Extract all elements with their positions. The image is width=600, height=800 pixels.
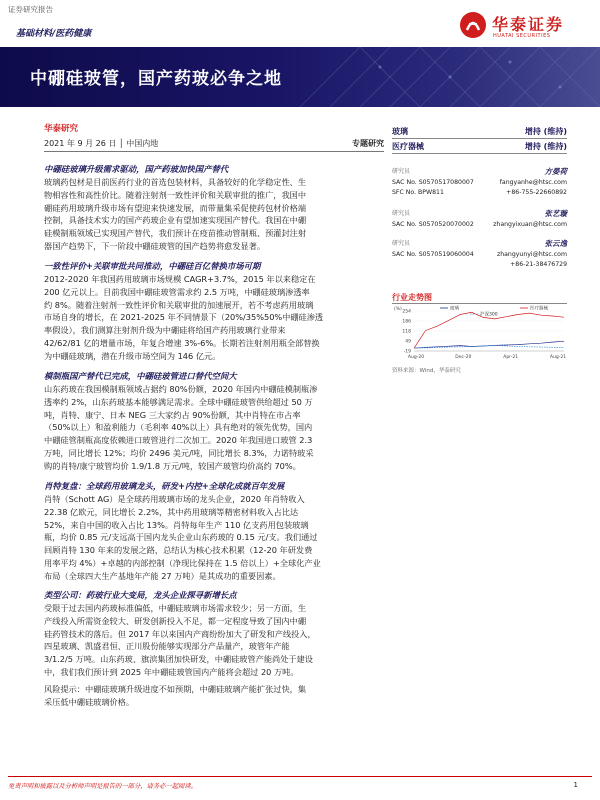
analyst-email[interactable]: zhangyunyi@htsc.com: [496, 251, 567, 258]
industry-name: 医疗器械: [392, 142, 424, 151]
rating-row: [392, 139, 567, 154]
text-line: 购的肖特/康宁玻管均价 1.9/1.8 万元/吨，较国产玻管均价高约 70%。: [44, 460, 301, 471]
page-number: 1: [573, 781, 578, 789]
x-tick-label: Aug-20: [407, 355, 425, 360]
section-heading: 肖特复盘：全球药用玻璃龙头，研发+内控+全球化成就百年发展: [44, 481, 285, 491]
x-tick-label: Apr-21: [503, 355, 519, 360]
text-line: 吨，肖特、康宁、日本 NEG 三大家约占 90%份额，其中肖特在市占率: [44, 409, 301, 420]
text-line: 万吨，同比增长 12%；均价 2496 美元/吨，同比增长 8.3%，力诺特玻采: [44, 447, 314, 458]
section-heading: 模制瓶国产替代已完成，中硼硅玻管进口替代空间大: [44, 371, 237, 381]
text-line: 为中硼硅玻璃，潜在升级市场空间为 146 亿元。: [44, 350, 221, 361]
logo-mark-icon: [458, 10, 488, 40]
section-body: [44, 602, 384, 679]
text-line: 中硼硅管制瓶高度依赖进口玻管进行二次加工。2020 年我国进口玻管 2.3: [44, 435, 313, 446]
analyst-phone: +86-755-22660892: [506, 189, 567, 196]
doc-type-label: 证券研究报告: [8, 5, 53, 14]
text-line: 风险提示：中硼硅玻璃升级进度不如预期，中硼硅玻璃产能扩张过快，集: [44, 684, 307, 694]
analyst-email[interactable]: zhangyixuan@htsc.com: [493, 221, 567, 228]
legend-label: 沪深300: [480, 312, 498, 318]
y-tick-label: 118: [402, 329, 411, 335]
text-line: 42/62/81 亿的增量市场，年复合增速 3%-6%。长期若注射剂用瓶全部替换: [44, 337, 320, 348]
text-line: 硅模制瓶领域已实现国产替代，我们预计在疫苗推动管制瓶、预灌封注射: [44, 228, 307, 239]
section-body: [44, 493, 384, 583]
analyst-role: 研究员: [392, 210, 411, 217]
section-body: [44, 273, 384, 363]
title-banner: [0, 47, 600, 107]
footer-divider: [8, 776, 592, 777]
text-line: 玻璃药包材是目前医药行业的首选包装材料，具备较好的化学稳定性、生: [44, 177, 307, 187]
analyst-sfc: SFC No. BPW811: [392, 189, 444, 196]
y-unit-label: (%): [394, 307, 402, 312]
analyst-email[interactable]: fangyanhe@htsc.com: [499, 179, 567, 186]
rating-value: 增持 (维持): [524, 127, 567, 136]
text-line: 瓶，均价 0.85 元/支远高于国内龙头企业山东药玻的 0.15 元/支。我们通过: [44, 532, 318, 543]
analyst-sac: SAC No. S0570520070002: [392, 221, 474, 228]
text-line: 200 亿元以上。目前我国中硼硅玻管需求约 2.5 万吨，中硼硅玻璃渗透率: [44, 286, 310, 297]
logo-text-cn: 华泰证券: [492, 15, 565, 34]
text-line: 市场自身的增长，在 2021-2025 年不同情景下（20%/35%50%中硼硅渗透: [44, 312, 324, 323]
meta-line: [44, 138, 384, 150]
meta-divider: [44, 151, 384, 152]
logo-text-en: HUATAI SECURITIES: [493, 33, 551, 39]
text-line: 52%，来自中国的收入占比 13%。肖特每年生产 110 亿支药用包装玻璃: [44, 519, 309, 530]
rating-row: [392, 124, 567, 139]
company-logo: [458, 10, 578, 42]
text-line: 物相容性和高性价比。随着注射剂一致性评价和关联审批的推广，我国中: [44, 189, 307, 200]
text-line: 布局（全球四大生产基地年产能 27 万吨）是其成功的重要因素。: [44, 570, 281, 581]
section-body: [44, 176, 384, 253]
industry-name: 玻璃: [392, 127, 408, 136]
y-tick-label: -19: [403, 349, 411, 355]
rating-value: 增持 (维持): [524, 142, 567, 151]
x-tick-label: Aug-21: [549, 355, 567, 360]
y-tick-label: 186: [402, 319, 411, 325]
section-body: [44, 383, 384, 473]
analyst-sac: SAC No. S0570517080007: [392, 179, 474, 186]
report-type: 专题研究: [352, 139, 384, 148]
chart-divider: [392, 303, 567, 304]
text-line: 肖特（Schott AG）是全球药用玻璃市场的龙头企业，2020 年肖特收入: [44, 494, 305, 504]
analyst-name: 张云逸: [544, 239, 567, 248]
rating-table: [392, 124, 567, 154]
text-line: 3/1.2/5 万吨。山东药玻、旗滨集团加快研发，中硼硅玻管产能尚处于建设: [44, 654, 313, 665]
analyst-card: [392, 238, 567, 278]
text-line: 回顾肖特 130 年来的发展之路，总结认为核心技术积累（12-20 年研发费: [44, 545, 313, 556]
section-heading: 类型公司：药玻行业大变局，龙头企业探寻新增长点: [44, 590, 237, 600]
text-line: 受限于过去国内药玻标准偏低，中硼硅玻璃市场需求较少；另一方面，生: [44, 603, 307, 613]
text-line: 2012-2020 年我国药用玻璃市场规模 CAGR+3.7%，2015 年以来稳定在: [44, 274, 316, 284]
section-heading: 一致性评价+关联审批共同推动，中硼硅百亿替换市场可期: [44, 261, 261, 271]
text-line: 采压低中硼硅玻璃价格。: [44, 697, 135, 707]
section-heading: 中硼硅玻璃升级需求驱动，国产药玻加快国产替代: [44, 164, 229, 174]
disclaimer-note: 免责声明和披露以及分析师声明是报告的一部分，请务必一起阅读。: [8, 783, 197, 790]
text-line: （50%以上）和盈利能力（毛利率 40%以上）具有绝对的领先优势，国内: [44, 422, 313, 433]
text-line: 中，我们我们预计到 2025 年中硼硅玻管国内产能将会超过 20 万吨。: [44, 666, 299, 677]
chart-section-title: 行业走势图: [392, 293, 432, 302]
sector-label: 基础材料/医药健康: [16, 29, 92, 39]
report-title: 中硼硅玻管，国产药玻必争之地: [30, 69, 282, 89]
legend-label: 医疗器械: [530, 306, 548, 312]
research-org: 华泰研究: [44, 124, 79, 134]
chart-source: 资料来源：Wind，华泰研究: [392, 368, 461, 374]
risk-notice: [44, 683, 384, 709]
text-line: 器国产趋势下，下一阶段中硼硅玻管的国产趋势将愈发显著。: [44, 240, 266, 251]
analyst-name: 方晏荷: [544, 167, 567, 176]
analyst-card: [392, 166, 567, 206]
report-date: 2021 年 9 月 26 日 │ 中国内地: [44, 139, 159, 148]
x-tick-label: Dec-20: [455, 355, 472, 360]
analyst-name: 张艺璇: [544, 209, 567, 218]
text-line: 约 8%。随着注射剂一致性评价和关联审批的加速展开，若不考虑药用玻璃: [44, 299, 314, 310]
text-line: 控制，具备技术实力的国产药玻企业有望加速实现国产替代。我国在中硼: [44, 215, 307, 226]
analyst-role: 研究员: [392, 168, 411, 175]
text-line: 用率平均 4%）+卓越的内部控制（净现比保持在 1.5 倍以上）+全球化产业: [44, 557, 321, 568]
text-line: 硅药管技术的落后。但 2017 年以来国内产商纷纷加大了研发和产线投入，: [44, 628, 316, 639]
analyst-sac: SAC No. S0570519060004: [392, 251, 474, 258]
text-line: 22.38 亿欧元，同比增长 2.2%，其中药用玻璃等精密材料收入占比达: [44, 506, 299, 517]
legend-label: 玻璃: [450, 306, 459, 312]
y-tick-label: 49: [405, 339, 411, 345]
text-line: 产线投入所需资金较大、研发创新投入不足，都一定程度导致了国内中硼: [44, 615, 307, 626]
analyst-role: 研究员: [392, 240, 411, 247]
y-tick-label: 254: [402, 309, 411, 315]
text-line: 率假设），我们测算注射剂升级为中硼硅将给国产药用玻璃行业带来: [44, 325, 286, 336]
text-line: 硼硅药用玻璃升级市场有望迎来快速发展，而带量集采促使药包材价格端: [44, 202, 307, 213]
text-line: 山东药玻在我国模制瓶领域占据约 80%份额，2020 年国内中硼硅模制瓶渗: [44, 384, 318, 394]
analyst-phone: +86-21-38476729: [510, 261, 567, 268]
text-line: 四星玻璃、凯盛君恒、正川股份能够实现部分产品量产，玻管年产能: [44, 641, 290, 652]
text-line: 透率约 2%，山东药玻基本能够满足需求。全球中硼硅玻管供给超过 50 万: [44, 396, 313, 407]
trend-chart: [392, 305, 567, 363]
